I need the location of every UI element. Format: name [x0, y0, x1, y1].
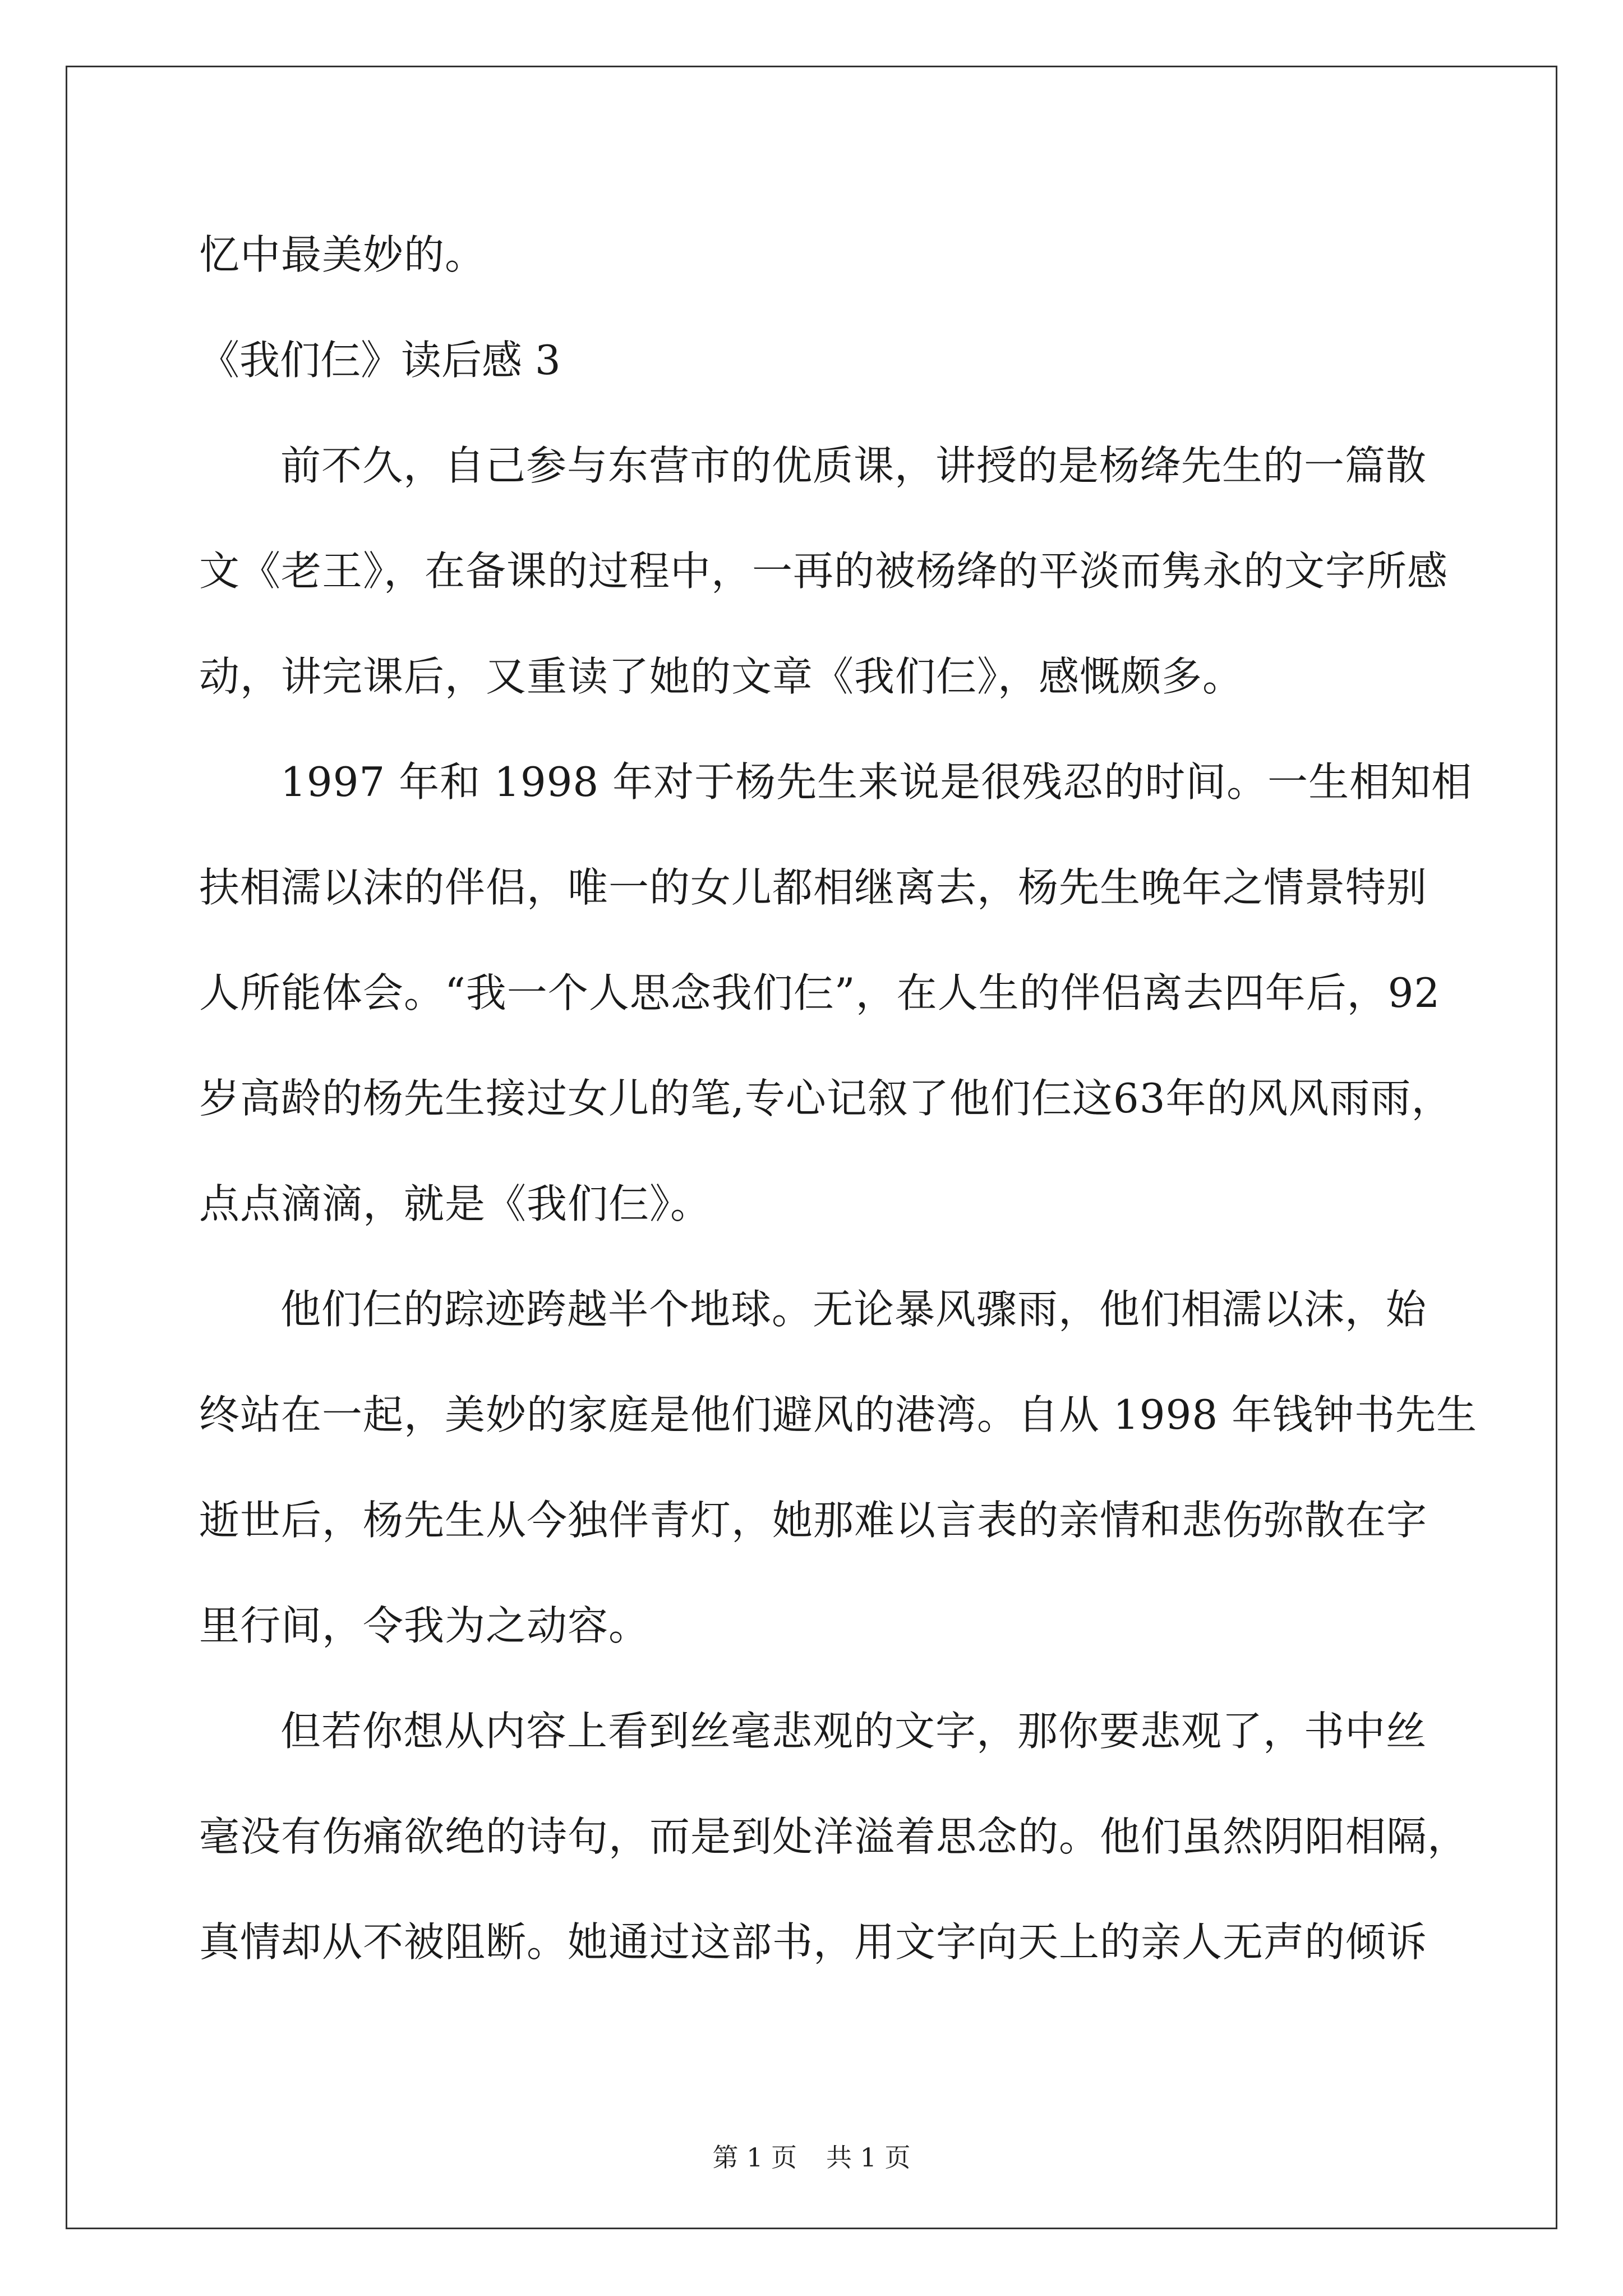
page-total: 共 1 页 — [826, 2142, 911, 2173]
text-line: 真情却从不被阻断。她通过这部书，用文字向天上的亲人无声的倾诉 — [199, 1918, 1428, 1966]
paragraph-start-line: 但若你想从内容上看到丝毫悲观的文字，那你要悲观了，书中丝 — [280, 1708, 1427, 1755]
section-heading: 《我们仨》读后感 3 — [199, 337, 561, 384]
text-line: 毫没有伤痛欲绝的诗句，而是到处洋溢着思念的。他们虽然阴阳相隔， — [199, 1813, 1469, 1860]
page-footer — [0, 2137, 1623, 2174]
text-line: 里行间，令我为之动容。 — [199, 1602, 650, 1649]
paragraph-start-line: 1997 年和 1998 年对于杨先生来说是很残忍的时间。一生相知相 — [280, 758, 1473, 806]
text-line: 扶相濡以沫的伴侣，唯一的女儿都相继离去，杨先生晚年之情景特别 — [199, 864, 1428, 911]
text-line: 人所能体会。“我一个人思念我们仨”，在人生的伴侣离去四年后，92 — [199, 969, 1441, 1016]
paragraph-start-line: 他们仨的踪迹跨越半个地球。无论暴风骤雨，他们相濡以沫，始 — [280, 1286, 1427, 1333]
paragraph-start-line: 前不久，自己参与东营市的优质课，讲授的是杨绛先生的一篇散 — [280, 442, 1427, 489]
text-line: 岁高龄的杨先生接过女儿的笔,专心记叙了他们仨这63年的风风雨雨， — [199, 1075, 1453, 1122]
document-body — [199, 202, 1478, 1995]
text-line: 点点滴滴，就是《我们仨》。 — [199, 1180, 712, 1227]
text-line: 文《老王》，在备课的过程中，一再的被杨绛的平淡而隽永的文字所感 — [199, 547, 1449, 595]
text-line: 终站在一起，美妙的家庭是他们避风的港湾。自从 1998 年钱钟书先生 — [199, 1391, 1478, 1438]
text-line: 动，讲完课后，又重读了她的文章《我们仨》，感慨颇多。 — [199, 653, 1244, 700]
text-line: 忆中最美妙的。 — [199, 231, 486, 278]
text-line: 逝世后，杨先生从今独伴青灯，她那难以言表的亲情和悲伤弥散在字 — [199, 1497, 1428, 1544]
page-number: 第 1 页 — [712, 2142, 797, 2173]
